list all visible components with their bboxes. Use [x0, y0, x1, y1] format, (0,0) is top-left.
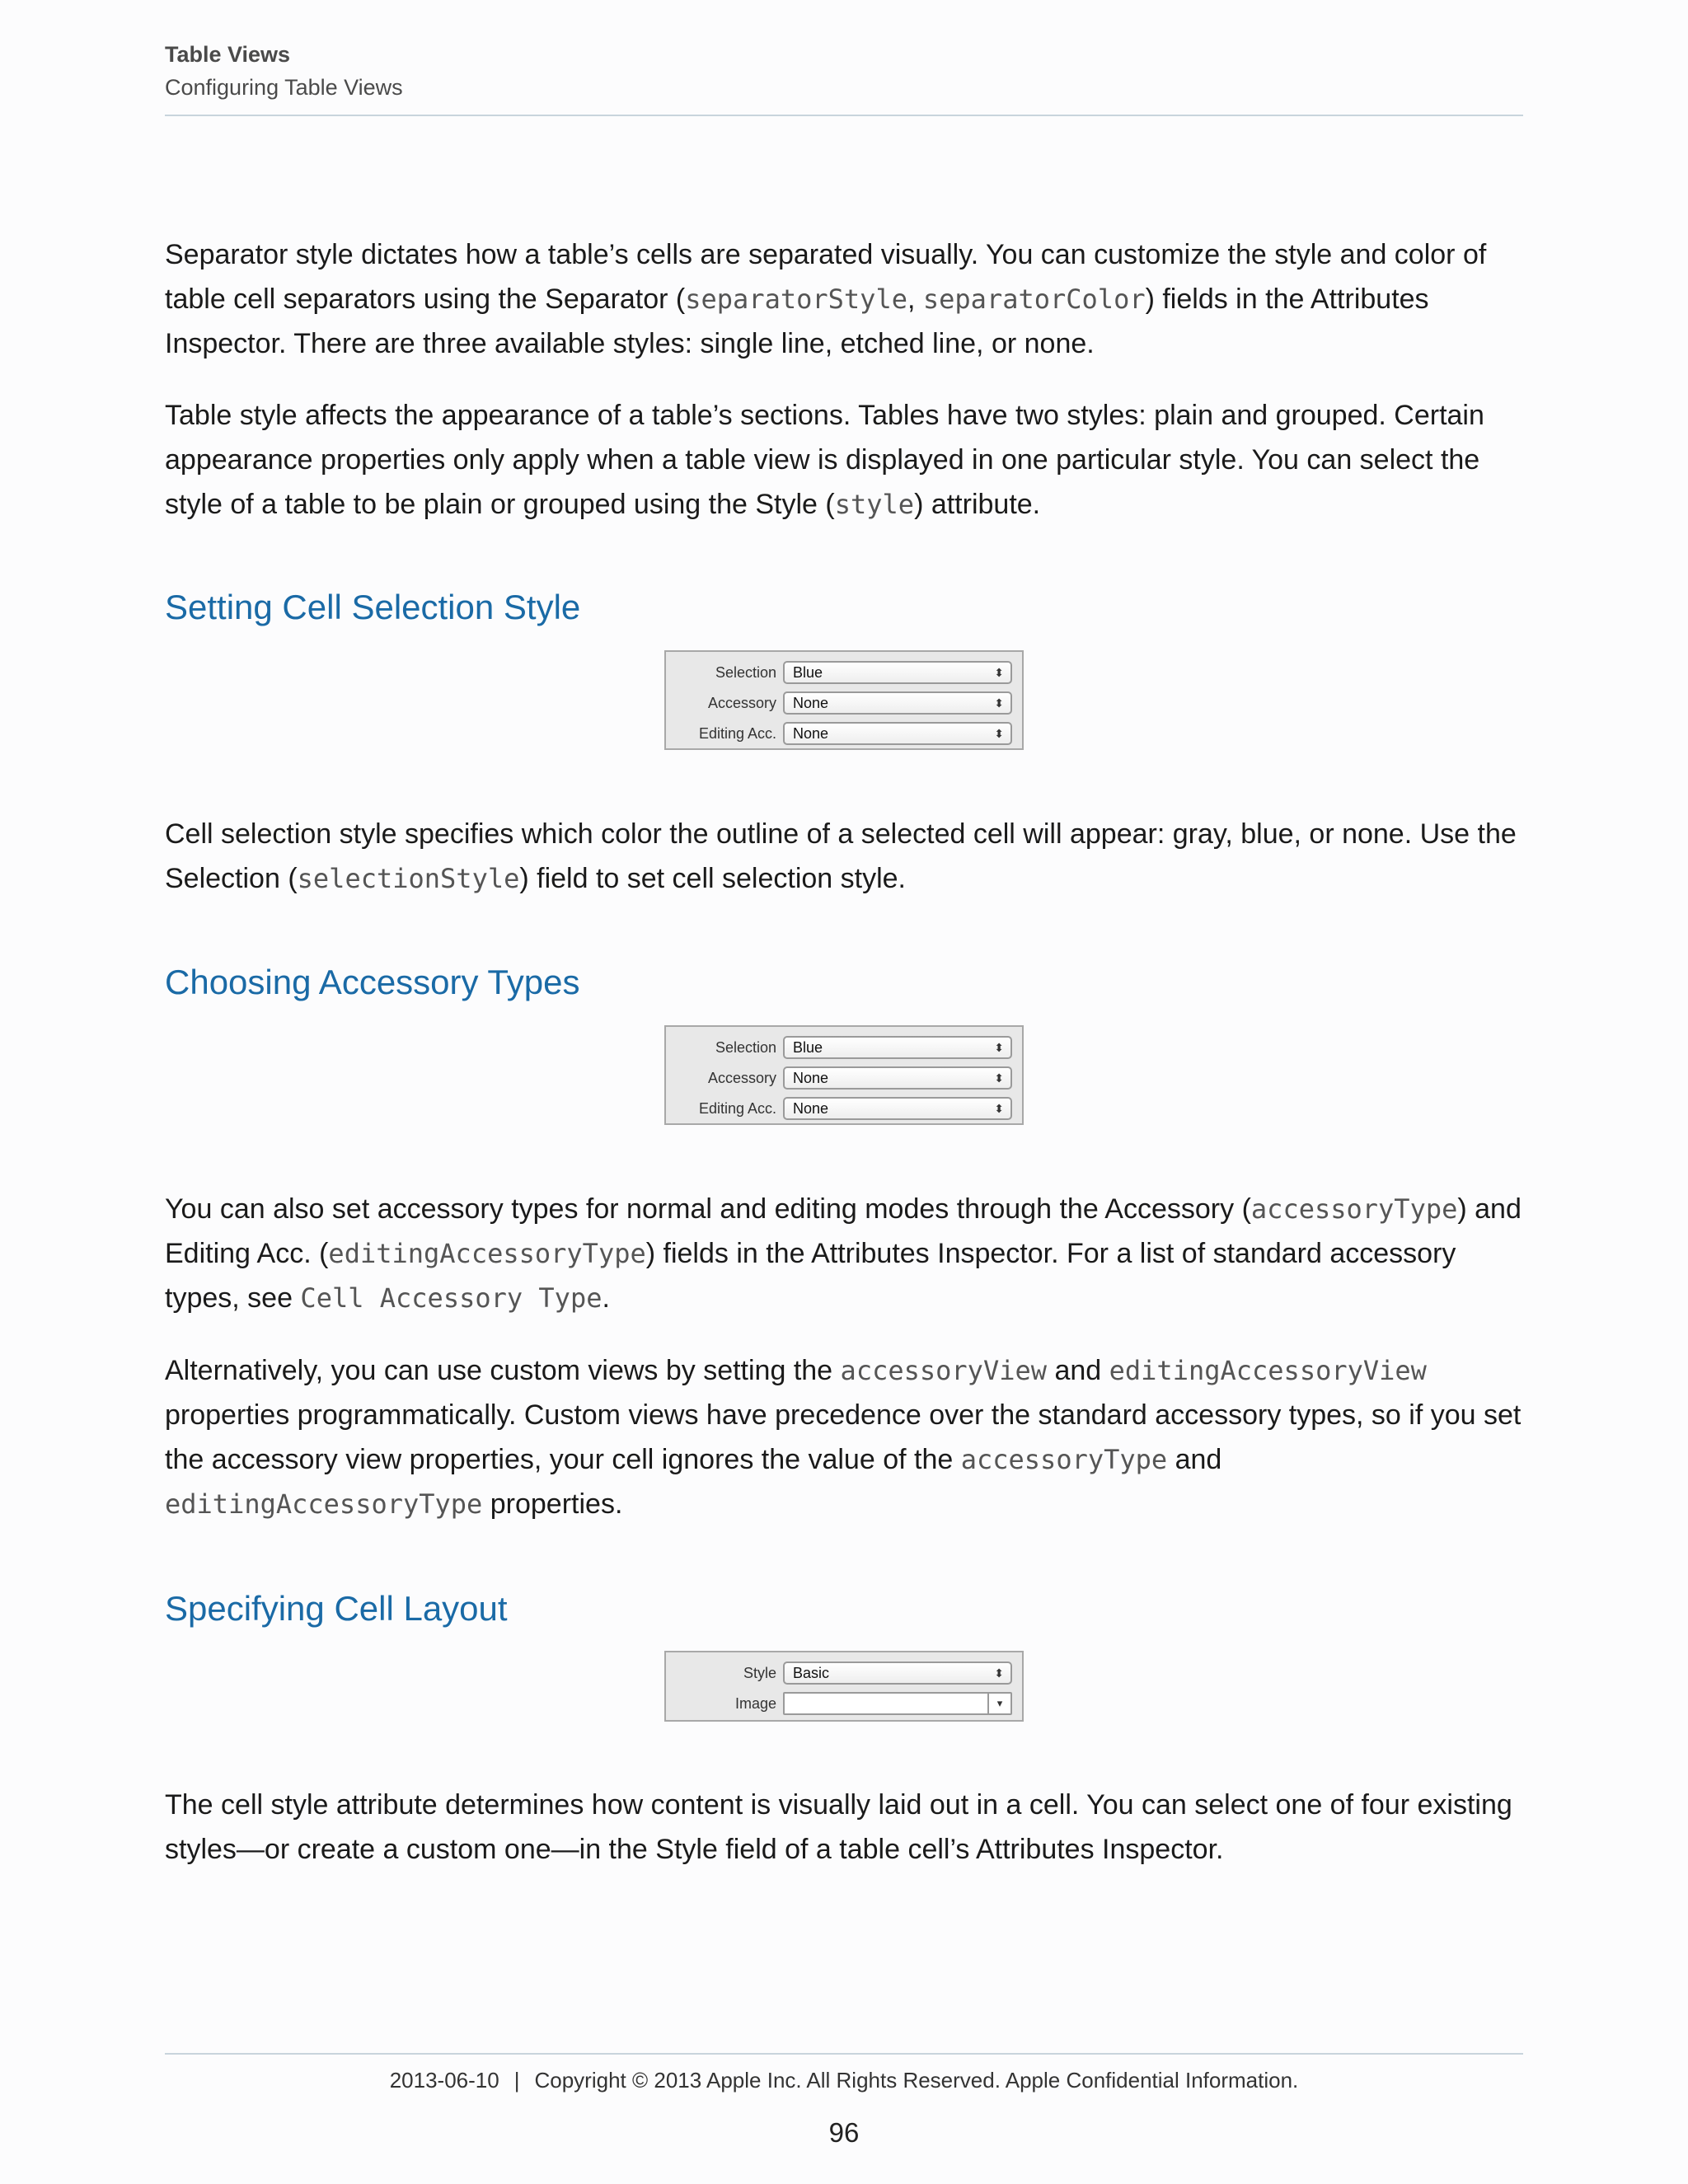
code-selectionStyle: selectionStyle: [297, 863, 520, 894]
text: properties.: [482, 1488, 623, 1520]
paragraph-table-style: [165, 393, 1523, 527]
selection-popup[interactable]: [783, 661, 1012, 684]
editing-acc-popup[interactable]: [783, 722, 1012, 745]
stepper-arrows-icon: ⬍: [994, 696, 1004, 710]
stepper-arrows-icon: ⬍: [994, 666, 1004, 679]
popup-value: None: [793, 695, 829, 711]
image-combo-box[interactable]: [783, 1692, 1012, 1715]
selection-popup[interactable]: [783, 1036, 1012, 1059]
text: properties programmatically. Custom views have precedence over the standard accessory types, so if you set the accessory view properties, your cell ignores the value of the: [165, 1399, 1522, 1475]
text: Alternatively, you can use custom views by setting the: [165, 1355, 841, 1386]
header-title: Table Views: [165, 42, 291, 67]
inspector-label: Image: [734, 1695, 776, 1712]
stepper-arrows-icon: ⬍: [994, 1071, 1004, 1085]
footer-line: [165, 2065, 1523, 2095]
stepper-arrows-icon: ⬍: [994, 1041, 1004, 1054]
popup-value: None: [793, 1100, 829, 1117]
stepper-arrows-icon: ⬍: [994, 727, 1004, 740]
inspector-row-accessory: [666, 1064, 1022, 1092]
footer-date: 2013-06-10: [389, 2068, 499, 2093]
code-accessoryType: accessoryType: [960, 1444, 1168, 1475]
editing-acc-popup[interactable]: [783, 1097, 1012, 1120]
code-accessoryView: accessoryView: [840, 1355, 1047, 1386]
text: ) field to set cell selection style.: [519, 863, 907, 894]
text: Cell selection style specifies which color the outline of a selected cell will appear: gray, blue, or none. Use the Selection (: [165, 818, 1517, 894]
code-cell-accessory-type-link[interactable]: Cell Accessory Type: [300, 1282, 603, 1314]
text: ) attribute.: [914, 489, 1041, 520]
inspector-label: Editing Acc.: [698, 725, 776, 742]
text: and: [1047, 1355, 1109, 1386]
paragraph-selection-style: [165, 812, 1523, 901]
inspector-row-editing-acc: [666, 719, 1022, 748]
footer-separator: |: [513, 2068, 520, 2093]
popup-value: None: [793, 725, 829, 742]
paragraph-separator-style: [165, 232, 1523, 366]
inspector-row-image: [666, 1690, 1022, 1718]
stepper-arrows-icon: ⬍: [994, 1666, 1004, 1680]
paragraph-accessory-types: [165, 1187, 1523, 1320]
heading-cell-selection-style: Setting Cell Selection Style: [165, 588, 581, 626]
text: You can also set accessory types for normal and editing modes through the Accessory (: [165, 1193, 1251, 1225]
text: Separator style dictates how a table’s cells are separated visually. You can customize the style and color of table cell separators using the Separator (: [165, 239, 1487, 315]
inspector-row-selection: [666, 1033, 1022, 1062]
stepper-arrows-icon: ⬍: [994, 1102, 1004, 1115]
attributes-inspector-panel: [664, 650, 1024, 750]
inspector-label: Accessory: [707, 1070, 776, 1086]
accessory-popup[interactable]: [783, 1066, 1012, 1090]
text: Table style affects the appearance of a table’s sections. Tables have two styles: plain and grouped. Certain appearance properties only apply when a table view is displayed in one particular style. You can select the style of a table to be plain or grouped using the Style (: [165, 400, 1484, 520]
header-subtitle: Configuring Table Views: [165, 75, 403, 100]
inspector-label: Accessory: [707, 695, 776, 711]
document-page: [165, 0, 1523, 2184]
inspector-row-editing-acc: [666, 1094, 1022, 1122]
code-style: style: [834, 489, 915, 520]
header-divider: [165, 115, 1523, 116]
code-accessoryType: accessoryType: [1250, 1193, 1458, 1225]
text: .: [602, 1282, 610, 1314]
attributes-inspector-panel: [664, 1651, 1024, 1722]
footer-divider: [165, 2053, 1523, 2055]
code-separatorColor: separatorColor: [922, 284, 1146, 315]
text: and: [1167, 1444, 1222, 1475]
combo-dropdown-icon[interactable]: ▾: [987, 1694, 1010, 1713]
style-popup[interactable]: [783, 1661, 1012, 1685]
popup-value: Basic: [793, 1665, 830, 1681]
text: ) fields in the Attributes Inspector. There are three available styles: single line, etched line, or none.: [165, 284, 1429, 359]
accessory-popup[interactable]: [783, 691, 1012, 715]
popup-value: Blue: [793, 664, 823, 681]
text: ) and Editing Acc. (: [165, 1193, 1522, 1269]
inspector-row-style: [666, 1659, 1022, 1687]
inspector-label: Selection: [715, 664, 776, 681]
popup-value: None: [793, 1070, 829, 1086]
popup-value: Blue: [793, 1039, 823, 1056]
text: The cell style attribute determines how content is visually laid out in a cell. You can select one of four existing styles—or create a custom one—in the Style field of a table cell’s Attributes Inspector.: [165, 1789, 1512, 1865]
heading-cell-layout: Specifying Cell Layout: [165, 1589, 508, 1628]
inspector-label: Selection: [715, 1039, 776, 1056]
paragraph-cell-style: [165, 1783, 1523, 1872]
running-header: [165, 38, 1523, 104]
code-editingAccessoryView: editingAccessoryView: [1109, 1355, 1427, 1386]
page-number: 96: [828, 2117, 860, 2148]
inspector-label: Editing Acc.: [698, 1100, 776, 1117]
paragraph-custom-views: [165, 1348, 1523, 1526]
text: ,: [907, 284, 923, 315]
footer-copyright: Copyright © 2013 Apple Inc. All Rights Reserved. Apple Confidential Information.: [534, 2068, 1299, 2093]
text: ) fields in the Attributes Inspector. For a list of standard accessory types, see: [165, 1238, 1456, 1314]
code-editingAccessoryType: editingAccessoryType: [165, 1488, 483, 1520]
code-separatorStyle: separatorStyle: [685, 284, 907, 315]
heading-accessory-types: Choosing Accessory Types: [165, 963, 580, 1001]
inspector-label: Style: [743, 1665, 776, 1681]
attributes-inspector-panel: [664, 1025, 1024, 1125]
inspector-row-accessory: [666, 689, 1022, 717]
inspector-row-selection: [666, 658, 1022, 687]
code-editingAccessoryType: editingAccessoryType: [328, 1238, 646, 1269]
